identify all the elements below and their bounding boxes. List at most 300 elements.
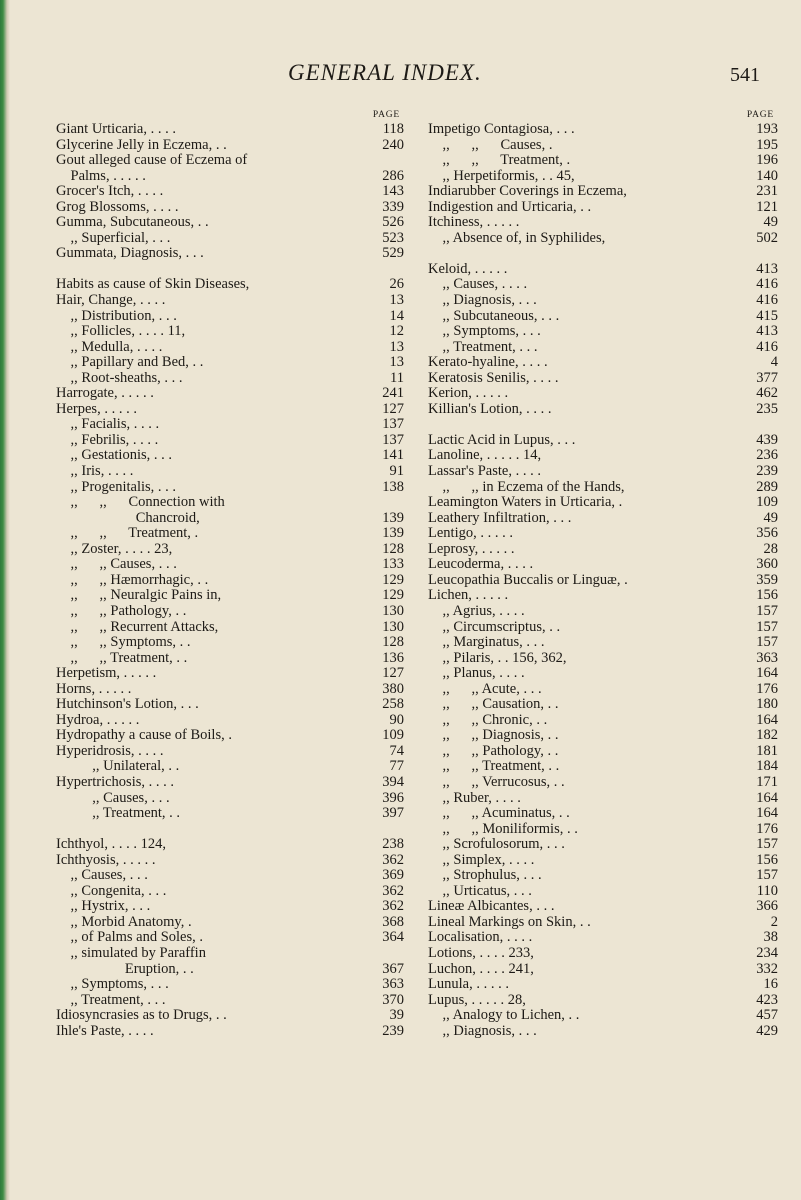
index-entry	[56, 402, 404, 418]
entry-term: ,, Symptoms, . . .	[428, 323, 541, 340]
entry-page-ref: 429	[756, 1022, 778, 1039]
index-entry	[428, 775, 778, 791]
entry-term: ,, Treatment, . . .	[428, 338, 538, 355]
entry-page-ref: 133	[382, 556, 404, 573]
entry-page-ref: 164	[756, 711, 778, 728]
entry-term: ,, Pilaris, . . 156, 362,	[428, 649, 567, 666]
entry-term: ,, Treatment, . .	[56, 805, 181, 822]
index-entry	[428, 480, 778, 496]
entry-page-ref: 193	[756, 121, 778, 137]
entry-term: ,, Subcutaneous, . . .	[428, 307, 560, 324]
entry-term: Hydropathy a cause of Boils, .	[56, 727, 232, 744]
index-entry	[428, 962, 778, 978]
entry-page-ref: 127	[382, 665, 404, 682]
entry-page-ref: 49	[763, 509, 778, 526]
entry-page-ref: 13	[389, 292, 404, 309]
entry-page-ref: 184	[756, 758, 778, 775]
page-number: 541	[730, 64, 760, 86]
entry-page-ref: 176	[756, 820, 778, 837]
index-entry	[428, 355, 778, 371]
entry-term: Impetigo Contagiosa, . . .	[428, 121, 575, 137]
entry-page-ref: 413	[756, 260, 778, 277]
entry-page-ref: 11	[390, 369, 404, 386]
index-entry	[56, 309, 404, 325]
index-entry	[56, 231, 404, 247]
entry-term: Ichthyosis, . . . . .	[56, 851, 156, 868]
entry-page-ref: 14	[389, 307, 404, 324]
entry-page-ref: 258	[382, 696, 404, 713]
index-entry	[428, 822, 778, 838]
index-entry	[56, 744, 404, 760]
entry-term: ,, Strophulus, . . .	[428, 867, 542, 884]
entry-term: ,, Distribution, . . .	[56, 307, 177, 324]
section-gap	[428, 246, 778, 262]
index-entry	[428, 930, 778, 946]
entry-term: Leucoderma, . . . .	[428, 556, 534, 573]
index-entry	[56, 542, 404, 558]
index-entry	[428, 542, 778, 558]
entry-page-ref: 231	[756, 183, 778, 200]
index-entry	[56, 526, 404, 542]
entry-term: Kerion, . . . . .	[428, 385, 509, 402]
index-entry	[428, 122, 778, 138]
entry-term: ,, ,, Treatment, . .	[428, 758, 560, 775]
entry-page-ref: 523	[382, 229, 404, 246]
entry-page-ref: 236	[756, 447, 778, 464]
index-entry	[428, 728, 778, 744]
entry-term: ,, Hystrix, . . .	[56, 898, 151, 915]
entry-page-ref: 196	[756, 152, 778, 169]
index-entry	[428, 837, 778, 853]
entry-term: Lassar's Paste, . . . .	[428, 463, 541, 480]
entry-term: Lentigo, . . . . .	[428, 525, 513, 542]
entry-term: ,, ,, Treatment, .	[56, 525, 199, 542]
entry-term: Chancroid,	[56, 509, 200, 526]
entry-term: Ihle's Paste, . . . .	[56, 1022, 154, 1039]
entry-page-ref: 128	[382, 540, 404, 557]
entry-page-ref: 180	[756, 696, 778, 713]
entry-page-ref: 38	[763, 929, 778, 946]
entry-page-ref: 195	[756, 136, 778, 153]
entry-page-ref: 182	[756, 727, 778, 744]
entry-page-ref: 109	[382, 727, 404, 744]
entry-page-ref: 413	[756, 323, 778, 340]
entry-page-ref: 143	[382, 183, 404, 200]
entry-page-ref: 241	[382, 385, 404, 402]
entry-term: Kerato-hyaline, . . . .	[428, 354, 548, 371]
entry-term: Gummata, Diagnosis, . . .	[56, 245, 204, 262]
entry-page-ref: 462	[756, 385, 778, 402]
entry-page-ref: 380	[382, 680, 404, 697]
entry-term: ,, Iris, . . . .	[56, 463, 134, 480]
index-entry	[56, 604, 404, 620]
index-entry	[428, 153, 778, 169]
entry-term: ,, ,, Treatment, .	[428, 152, 571, 169]
entry-term: Lunula, . . . . .	[428, 976, 509, 993]
index-entry	[56, 324, 404, 340]
entry-term: Idiosyncrasies as to Drugs, . .	[56, 1007, 227, 1024]
entry-page-ref: 138	[382, 478, 404, 495]
entry-term: ,, Morbid Anatomy, .	[56, 913, 192, 930]
entry-page-ref: 439	[756, 431, 778, 448]
index-entry	[428, 215, 778, 231]
entry-page-ref: 137	[382, 431, 404, 448]
entry-page-ref: 286	[382, 167, 404, 184]
index-entry	[428, 884, 778, 900]
index-entry	[428, 759, 778, 775]
index-entry	[56, 511, 404, 527]
entry-page-ref: 394	[382, 773, 404, 790]
entry-page-ref: 109	[756, 494, 778, 511]
entry-page-ref: 77	[389, 758, 404, 775]
entry-page-ref: 157	[756, 634, 778, 651]
entry-term: ,, Marginatus, . . .	[428, 634, 545, 651]
entry-page-ref: 157	[756, 602, 778, 619]
entry-term: ,, Diagnosis, . . .	[428, 1022, 537, 1039]
entry-page-ref: 367	[382, 960, 404, 977]
index-entry	[428, 262, 778, 278]
entry-page-ref: 164	[756, 665, 778, 682]
index-entry	[56, 433, 404, 449]
entry-page-ref: 13	[389, 338, 404, 355]
index-entry	[56, 635, 404, 651]
entry-page-ref: 181	[756, 742, 778, 759]
running-title: GENERAL INDEX.	[288, 60, 482, 85]
entry-page-ref: 39	[389, 1007, 404, 1024]
index-entry	[428, 557, 778, 573]
entry-term: Lichen, . . . . .	[428, 587, 509, 604]
index-entry	[428, 386, 778, 402]
index-entry	[56, 138, 404, 154]
entry-term: ,, ,, Hæmorrhagic, . .	[56, 571, 209, 588]
entry-page-ref: 110	[756, 882, 778, 899]
entry-page-ref: 363	[756, 649, 778, 666]
index-entry	[56, 713, 404, 729]
entry-page-ref: 171	[756, 773, 778, 790]
entry-page-ref: 397	[382, 805, 404, 822]
index-entry	[56, 666, 404, 682]
entry-term: ,, ,, Causes, .	[428, 136, 553, 153]
section-gap	[56, 262, 404, 278]
entry-term: ,, Urticatus, . . .	[428, 882, 532, 899]
index-entry	[56, 977, 404, 993]
index-entry	[56, 153, 404, 169]
entry-term: Lactic Acid in Lupus, . . .	[428, 431, 576, 448]
entry-term: ,, Papillary and Bed, . .	[56, 354, 204, 371]
index-entry	[56, 651, 404, 667]
entry-page-ref: 156	[756, 851, 778, 868]
index-entry	[56, 837, 404, 853]
section-gap	[56, 822, 404, 838]
entry-page-ref: 176	[756, 680, 778, 697]
entry-page-ref: 362	[382, 898, 404, 915]
entry-page-ref: 238	[382, 836, 404, 853]
index-entry	[428, 371, 778, 387]
index-entry	[428, 495, 778, 511]
entry-page-ref: 529	[382, 245, 404, 262]
index-entry	[56, 868, 404, 884]
entry-page-ref: 415	[756, 307, 778, 324]
index-entry	[428, 635, 778, 651]
entry-term: ,, Unilateral, . .	[56, 758, 180, 775]
entry-term: Harrogate, . . . . .	[56, 385, 154, 402]
index-entry	[56, 340, 404, 356]
index-entry	[56, 806, 404, 822]
index-entry	[428, 713, 778, 729]
index-entry	[56, 993, 404, 1009]
entry-page-ref: 457	[756, 1007, 778, 1024]
entry-term: ,, ,, Treatment, . .	[56, 649, 188, 666]
index-entry	[56, 169, 404, 185]
entry-term: Glycerine Jelly in Eczema, . .	[56, 136, 227, 153]
entry-page-ref: 362	[382, 882, 404, 899]
entry-page-ref: 363	[382, 976, 404, 993]
entry-page-ref: 332	[756, 960, 778, 977]
index-entry	[428, 402, 778, 418]
entry-term: Localisation, . . . .	[428, 929, 533, 946]
entry-term: Indiarubber Coverings in Eczema,	[428, 183, 627, 200]
entry-term: ,, Gestationis, . . .	[56, 447, 172, 464]
index-entry	[56, 495, 404, 511]
index-entry	[428, 573, 778, 589]
entry-term: Gumma, Subcutaneous, . .	[56, 214, 209, 231]
index-entry	[56, 293, 404, 309]
entry-term: ,, ,, Chronic, . .	[428, 711, 548, 728]
entry-page-ref: 157	[756, 618, 778, 635]
entry-page-ref: 130	[382, 618, 404, 635]
index-entry	[428, 946, 778, 962]
entry-page-ref: 136	[382, 649, 404, 666]
index-entry	[428, 744, 778, 760]
entry-term: Palms, . . . . .	[56, 167, 146, 184]
index-entry	[56, 246, 404, 262]
entry-term: Itchiness, . . . . .	[428, 214, 520, 231]
entry-term: ,, ,, Pathology, . .	[56, 602, 187, 619]
entry-page-ref: 377	[756, 369, 778, 386]
entry-term: ,, Superficial, . . .	[56, 229, 171, 246]
entry-term: ,, ,, Causation, . .	[428, 696, 559, 713]
entry-page-ref: 239	[382, 1022, 404, 1039]
entry-page-ref: 423	[756, 991, 778, 1008]
index-entry	[56, 1008, 404, 1024]
entry-term: ,, Zoster, . . . . 23,	[56, 540, 173, 557]
entry-term: ,, Symptoms, . . .	[56, 976, 169, 993]
index-entry	[428, 184, 778, 200]
entry-term: ,, Circumscriptus, . .	[428, 618, 561, 635]
index-entry	[428, 620, 778, 636]
entry-page-ref: 90	[389, 711, 404, 728]
entry-term: ,, ,, Causes, . . .	[56, 556, 177, 573]
entry-term: Grocer's Itch, . . . .	[56, 183, 164, 200]
index-entry	[428, 340, 778, 356]
entry-page-ref: 362	[382, 851, 404, 868]
index-entry	[428, 448, 778, 464]
entry-page-ref: 164	[756, 805, 778, 822]
index-entry	[56, 775, 404, 791]
index-entry	[428, 138, 778, 154]
entry-term: ,, Simplex, . . . .	[428, 851, 535, 868]
index-entry	[56, 962, 404, 978]
page-header	[0, 60, 801, 90]
page-binding-edge	[0, 0, 10, 1200]
entry-term: ,, Causes, . . . .	[428, 276, 528, 293]
entry-term: Grog Blossoms, . . . .	[56, 198, 179, 215]
entry-term: Lanoline, . . . . . 14,	[428, 447, 542, 464]
entry-page-ref: 16	[763, 976, 778, 993]
entry-page-ref: 502	[756, 229, 778, 246]
index-entry	[56, 464, 404, 480]
entry-term: Lineæ Albicantes, . . .	[428, 898, 555, 915]
entry-term: Giant Urticaria, . . . .	[56, 121, 176, 137]
entry-term: ,, of Palms and Soles, .	[56, 929, 204, 946]
index-entry	[428, 200, 778, 216]
entry-page-ref: 360	[756, 556, 778, 573]
entry-page-ref: 356	[756, 525, 778, 542]
index-entry	[428, 588, 778, 604]
entry-page-ref: 130	[382, 602, 404, 619]
entry-term: ,, Root-sheaths, . . .	[56, 369, 183, 386]
entry-term: ,, ,, in Eczema of the Hands,	[428, 478, 625, 495]
index-entry	[428, 277, 778, 293]
entry-term: ,, Causes, . . .	[56, 867, 148, 884]
entry-term: ,, ,, Verrucosus, . .	[428, 773, 565, 790]
entry-term: ,, ,, Symptoms, . .	[56, 634, 191, 651]
entry-term: ,, Diagnosis, . . .	[428, 292, 537, 309]
entry-term: ,, ,, Diagnosis, . .	[428, 727, 559, 744]
index-entry	[56, 184, 404, 200]
entry-page-ref: 139	[382, 509, 404, 526]
entry-page-ref: 28	[763, 540, 778, 557]
entry-page-ref: 127	[382, 400, 404, 417]
index-entry	[56, 884, 404, 900]
index-entry	[428, 899, 778, 915]
index-entry	[428, 169, 778, 185]
entry-page-ref: 91	[389, 463, 404, 480]
index-entry	[56, 480, 404, 496]
index-entry	[428, 853, 778, 869]
entry-term: Luchon, . . . . 241,	[428, 960, 534, 977]
index-entry	[428, 1024, 778, 1040]
entry-term: ,, Herpetiformis, . . 45,	[428, 167, 575, 184]
entry-page-ref: 129	[382, 571, 404, 588]
entry-page-ref: 139	[382, 525, 404, 542]
entry-page-ref: 240	[382, 136, 404, 153]
entry-page-ref: 359	[756, 571, 778, 588]
index-entry	[428, 651, 778, 667]
entry-term: ,, Progenitalis, . . .	[56, 478, 177, 495]
entry-term: Keloid, . . . . .	[428, 260, 508, 277]
entry-term: Hypertrichosis, . . . .	[56, 773, 174, 790]
entry-term: ,, ,, Acuminatus, . .	[428, 805, 570, 822]
entry-term: Hair, Change, . . . .	[56, 292, 166, 309]
index-entry	[56, 1024, 404, 1040]
entry-term: ,, Causes, . . .	[56, 789, 170, 806]
entry-page-ref: 129	[382, 587, 404, 604]
entry-term: Ichthyol, . . . . 124,	[56, 836, 166, 853]
index-entry	[56, 557, 404, 573]
index-entry	[428, 231, 778, 247]
entry-page-ref: 13	[389, 354, 404, 371]
entry-term: ,, Febrilis, . . . .	[56, 431, 159, 448]
entry-term: ,, Facialis, . . . .	[56, 416, 160, 433]
entry-term: ,, Absence of, in Syphilides,	[428, 229, 606, 246]
entry-term: ,, ,, Pathology, . .	[428, 742, 559, 759]
index-entry	[428, 682, 778, 698]
index-entry	[428, 1008, 778, 1024]
entry-page-ref: 137	[382, 416, 404, 433]
entry-page-ref: 339	[382, 198, 404, 215]
index-entry	[428, 511, 778, 527]
entry-term: Horns, . . . . .	[56, 680, 132, 697]
entry-term: ,, ,, Connection with	[56, 494, 225, 511]
entry-term: ,, Scrofulosorum, . . .	[428, 836, 565, 853]
entry-term: Herpes, . . . . .	[56, 400, 137, 417]
index-entry	[56, 620, 404, 636]
entry-page-ref: 141	[382, 447, 404, 464]
entry-page-ref: 526	[382, 214, 404, 231]
entry-page-ref: 366	[756, 898, 778, 915]
index-entry	[428, 791, 778, 807]
index-entry	[56, 355, 404, 371]
entry-term: Leprosy, . . . . .	[428, 540, 515, 557]
index-entry	[56, 588, 404, 604]
entry-page-ref: 235	[756, 400, 778, 417]
entry-page-ref: 49	[763, 214, 778, 231]
index-entry	[56, 386, 404, 402]
index-entry	[428, 666, 778, 682]
index-entry	[56, 122, 404, 138]
index-entry	[56, 573, 404, 589]
index-entry	[428, 324, 778, 340]
entry-term: ,, Agrius, . . . .	[428, 602, 525, 619]
entry-term: Leathery Infiltration, . . .	[428, 509, 572, 526]
index-entry	[428, 993, 778, 1009]
entry-page-ref: 416	[756, 338, 778, 355]
entry-term: Eruption, . .	[56, 960, 194, 977]
index-entry	[56, 759, 404, 775]
entry-page-ref: 121	[756, 198, 778, 215]
entry-term: ,, Congenita, . . .	[56, 882, 167, 899]
index-entry	[428, 293, 778, 309]
entry-term: Lotions, . . . . 233,	[428, 944, 534, 961]
entry-term: Keratosis Senilis, . . . .	[428, 369, 559, 386]
entry-term: Hydroa, . . . . .	[56, 711, 140, 728]
entry-page-ref: 2	[770, 913, 778, 930]
index-entry	[56, 930, 404, 946]
entry-term: Killian's Lotion, . . . .	[428, 400, 552, 417]
entry-term: Hutchinson's Lotion, . . .	[56, 696, 199, 713]
entry-term: ,, Follicles, . . . . 11,	[56, 323, 186, 340]
entry-page-ref: 74	[389, 742, 404, 759]
page-column-label: PAGE	[372, 110, 400, 120]
index-entry	[428, 464, 778, 480]
section-gap	[428, 417, 778, 433]
index-entry	[56, 946, 404, 962]
entry-page-ref: 396	[382, 789, 404, 806]
entry-page-ref: 416	[756, 276, 778, 293]
page-column-label: PAGE	[746, 110, 774, 120]
entry-page-ref: 369	[382, 867, 404, 884]
entry-page-ref: 368	[382, 913, 404, 930]
index-entry	[428, 806, 778, 822]
index-entry	[428, 697, 778, 713]
entry-term: ,, ,, Recurrent Attacks,	[56, 618, 219, 635]
entry-page-ref: 156	[756, 587, 778, 604]
entry-page-ref: 416	[756, 292, 778, 309]
entry-term: ,, Ruber, . . . .	[428, 789, 521, 806]
entry-term: ,, ,, Acute, . . .	[428, 680, 542, 697]
entry-term: Hyperidrosis, . . . .	[56, 742, 164, 759]
